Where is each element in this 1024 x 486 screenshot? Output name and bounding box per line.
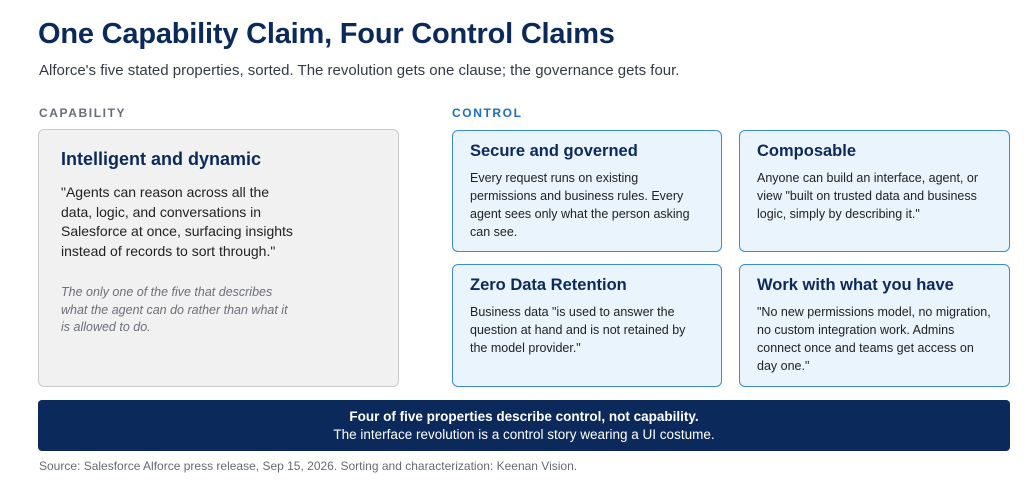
banner-headline: Four of five properties describe control, not capability. [349, 409, 699, 424]
control-card-body: Business data "is used to answer the question at hand and is not retained by the model provider." [470, 305, 686, 355]
control-card-heading: Secure and governed [470, 142, 638, 160]
capability-card-note: The only one of the five that describes what the agent can do rather than what it is allowed to do. [61, 285, 288, 334]
control-card-work-with-what-you-have [739, 264, 1010, 387]
control-card-heading: Zero Data Retention [470, 276, 627, 294]
banner-subline: The interface revolution is a control story wearing a UI costume. [333, 427, 715, 442]
control-card-secure-and-governed [452, 130, 722, 252]
page-title: One Capability Claim, Four Control Claims [38, 18, 615, 50]
control-card-body: Anyone can build an interface, agent, or view "built on trusted data and business logic, simply by describing it." [757, 171, 978, 221]
summary-banner [38, 400, 1010, 451]
control-card-body: Every request runs on existing permissions and business rules. Every agent sees only what the person asking can see. [470, 171, 690, 239]
capability-section-label: CAPABILITY [39, 106, 127, 120]
control-section-label: CONTROL [452, 106, 523, 120]
control-card-heading: Work with what you have [757, 276, 954, 294]
control-card-zero-data-retention [452, 264, 722, 387]
page-subtitle: Alforce's five stated properties, sorted. The revolution gets one clause; the governance gets four. [39, 62, 680, 79]
source-note: Source: Salesforce Alforce press release, Sep 15, 2026. Sorting and characterization: Keenan Vision. [39, 459, 578, 473]
control-card-heading: Composable [757, 142, 857, 160]
capability-card-quote: "Agents can reason across all the data, logic, and conversations in Salesforce at once, surfacing insights instead of records to sort through." [61, 184, 293, 259]
control-card-composable [739, 130, 1010, 252]
control-card-body: "No new permissions model, no migration, no custom integration work. Admins connect once and teams get access on day one." [757, 305, 991, 373]
capability-card-heading: Intelligent and dynamic [61, 149, 262, 169]
capability-card [38, 129, 399, 387]
